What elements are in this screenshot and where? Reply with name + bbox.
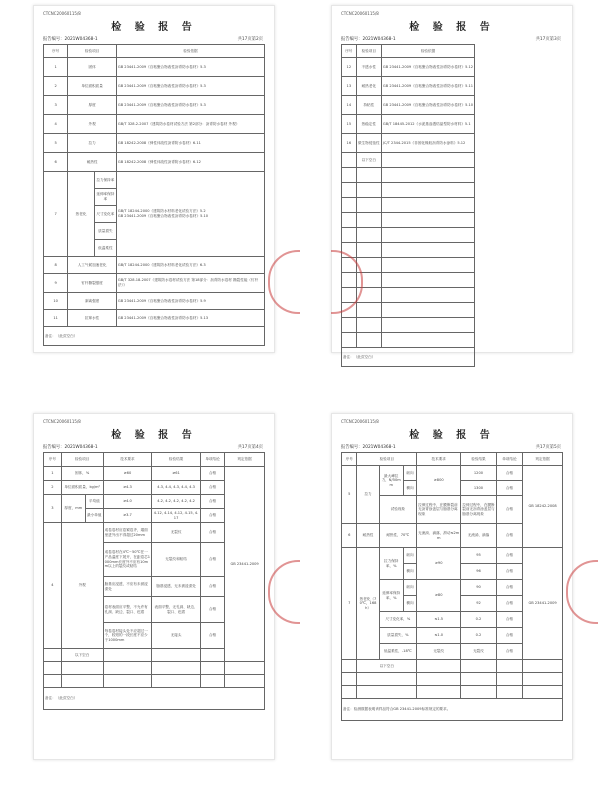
table-cell: 拉力保持率，%: [379, 548, 403, 580]
table-cell: 纵向: [403, 580, 416, 596]
table-row: [44, 77, 265, 96]
table-row: [342, 548, 563, 564]
table-cell: GB 23441-2009《自粘聚合物改性沥青防水卷材》5.9: [116, 293, 264, 310]
table-cell: GB 23441-2009《自粘聚合物改性沥青防水卷材》5.10: [381, 96, 474, 115]
table-row: [342, 96, 475, 115]
table-cell: 92: [461, 596, 496, 612]
table-row: [44, 96, 265, 115]
table-cell: ≥61: [152, 467, 201, 481]
table-row: [44, 172, 265, 189]
table-cell: GB 23441-2009《自粘聚合物改性沥青防水卷材》5.3: [116, 58, 264, 77]
table-cell: ≤1.0: [417, 628, 461, 644]
table-cell: 横向: [403, 596, 416, 612]
table-cell: GB 23441-2009《自粘聚合物改性沥青防水卷材》5.12: [381, 58, 474, 77]
table-cell: 3: [44, 495, 62, 523]
table-row: [44, 467, 265, 481]
table-cell: GB 23441-2009: [225, 467, 265, 662]
table-cell: 7: [44, 172, 68, 257]
table-header: 序号: [342, 453, 357, 466]
table-header: 单项结论: [200, 453, 224, 467]
table-cell: 合格: [496, 466, 523, 481]
table-cell: 不透水性: [356, 58, 381, 77]
table-row: [342, 134, 475, 153]
table-cell: 质量损失: [94, 223, 116, 240]
table-cell: 平均值: [85, 495, 103, 509]
table-cell: GB 23441-2009《自粘聚合物改性沥青防水卷材》5.13: [116, 310, 264, 327]
inspection-basis-table: [341, 44, 475, 367]
table-cell: 2: [44, 77, 68, 96]
table-cell: 6: [44, 153, 68, 172]
table-header: 检验结果: [152, 453, 201, 467]
table-cell: 合格: [496, 644, 523, 660]
table-cell: 耐热性，70℃: [379, 524, 417, 548]
table-row: [342, 115, 475, 134]
table-cell: GB 18242-2008: [523, 466, 563, 548]
table-cell: [116, 172, 264, 257]
table-cell: 无接头: [152, 623, 201, 649]
table-cell: 3: [44, 96, 68, 115]
table-cell: 拉力: [357, 466, 379, 524]
table-cell: 4.3, 4.4, 4.3, 4.4, 4.3: [152, 481, 201, 495]
blank-note: 以下空白: [356, 153, 381, 168]
table-cell: 合格: [496, 548, 523, 564]
table-cell: ≥60: [103, 467, 152, 481]
remarks: 备注：（此页空白）: [44, 327, 265, 346]
table-cell: 95: [461, 548, 496, 564]
table-cell: GB 18242-2008《弹性体改性沥青防水卷材》6.11: [116, 134, 264, 153]
table-header: 判定依据: [225, 453, 265, 467]
table-cell: JC/T 2344-2015《非固化橡胶沥青防水涂料》5.12: [381, 134, 474, 153]
table-cell: 合格: [200, 481, 224, 495]
remarks: 备注：（此页空白）: [44, 688, 265, 710]
table-cell: 拉力: [68, 134, 117, 153]
table-cell: 合格: [496, 580, 523, 596]
table-cell: 合格: [496, 524, 523, 548]
table-cell: 4.2, 4.2, 4.2, 4.2, 4.2: [152, 495, 201, 509]
document-code: CTCNC20060115/8: [341, 11, 379, 16]
report-number: 报告编号：2021W04368-1: [43, 37, 98, 42]
table-cell: 4: [44, 523, 62, 649]
table-cell: ≥3.7: [103, 509, 152, 523]
table-cell: ≥90: [417, 548, 461, 580]
table-cell: ≥80: [417, 580, 461, 612]
table-cell: 横向: [403, 481, 416, 496]
table-cell: 无裂纹和粘结: [152, 543, 201, 577]
page-title: 检 验 报 告: [409, 430, 495, 441]
table-cell: ≥4.3: [103, 481, 152, 495]
table-cell: 拉伸过程中，在膜断裂前无沥青涂盖层与胎基分离现象: [461, 496, 496, 524]
table-cell: GB/T 18244-2000《建筑防水材料老化试验方法》6.3: [116, 257, 264, 274]
table-cell: 尺寸变化率，%: [379, 612, 417, 628]
table-row: [44, 274, 265, 293]
table-cell: 单位面积质量: [68, 77, 117, 96]
page-number: 共17页第4页: [237, 445, 263, 450]
table-cell: GB/T 18445-2012《水泥基渗透结晶型防水材料》5.1: [381, 115, 474, 134]
table-cell: 合格: [200, 509, 224, 523]
page-number: 共17页第5页: [535, 445, 561, 450]
table-cell: 耐热性: [357, 524, 379, 548]
table-cell: 无裂纹: [417, 644, 461, 660]
table-cell: 延伸率保持率: [94, 189, 116, 206]
table-cell: GB 23441-2009: [523, 548, 563, 660]
table-header: 序号: [44, 45, 68, 58]
table-cell: 合格: [200, 523, 224, 543]
table-cell: 延伸率保持率，%: [379, 580, 403, 612]
table-cell: 无流淌、滴落: [461, 524, 496, 548]
table-header: 检验依据: [116, 45, 264, 58]
table-cell: 剥离强度: [68, 293, 117, 310]
table-cell: 8: [44, 257, 68, 274]
table-cell: 合格: [496, 481, 523, 496]
report-page-3: [33, 413, 275, 760]
remarks: 备注：检测数据表明该样品符合GB 23441-2009标准规定的要求。: [342, 699, 563, 721]
table-cell: 1200: [461, 466, 496, 481]
table-cell: 15: [342, 115, 357, 134]
table-cell: 90: [461, 580, 496, 596]
table-cell: 最小单值: [85, 509, 103, 523]
inspection-results-table: [341, 452, 563, 721]
table-cell: 低温柔性: [94, 240, 116, 257]
table-cell: GB/T 328.18-2007《建筑防水卷材试验方法 第18部分：沥青防水卷材 撕裂性能（钉杆法）》: [116, 274, 264, 293]
report-page-2: [331, 5, 573, 359]
table-cell: 横向: [403, 564, 416, 580]
table-cell: 9: [44, 274, 68, 293]
table-cell: 拉伸过程中，在膜断裂前无沥青涂盖层与胎基分离现象: [417, 496, 461, 524]
table-row: [342, 58, 475, 77]
table-cell: 热老化（70℃，168h）: [357, 548, 379, 660]
table-cell: 合格: [496, 564, 523, 580]
table-cell: 合格: [496, 496, 523, 524]
table-cell: 厚度，mm: [61, 495, 85, 523]
table-header: 检验项目: [357, 453, 417, 466]
table-cell: 固体，%: [61, 467, 103, 481]
table-cell: 无裂纹: [461, 644, 496, 660]
table-cell: 4.12, 4.14, 4.12, 4.15, 4.17: [152, 509, 201, 523]
table-row: [44, 115, 265, 134]
table-header: 检验项目: [61, 453, 103, 467]
table-header: 检验项目: [356, 45, 381, 58]
table-cell: 合格: [200, 467, 224, 481]
table-cell: 5: [44, 134, 68, 153]
table-header: 序号: [342, 45, 357, 58]
table-cell: 胎基浸透，无未被浸渍处: [152, 577, 201, 597]
document-code: CTCNC20060115/8: [43, 11, 81, 16]
table-cell: 合格: [200, 543, 224, 577]
table-cell: 微生物侵蚀性: [356, 134, 381, 153]
table-cell: 胎基应浸透，不应有未被浸渍处: [103, 577, 152, 597]
table-cell: 拉力保持率: [94, 172, 116, 189]
table-cell: 耐热老化: [356, 77, 381, 96]
table-cell: ≥4.0: [103, 495, 152, 509]
table-cell: 热老化: [68, 172, 95, 257]
table-cell: 抗窜水性: [68, 310, 117, 327]
table-cell: 外观: [61, 523, 103, 649]
table-row: [44, 310, 265, 327]
table-cell: GB/T 328.2-2007《建筑防水卷材试验方法 第2部分：沥青防水卷材 外观》: [116, 115, 264, 134]
table-cell: 7: [342, 548, 357, 660]
table-cell: 合格: [496, 596, 523, 612]
table-cell: 6: [342, 524, 357, 548]
table-row: [44, 153, 265, 172]
table-cell: 单位面积质量，kg/m²: [61, 481, 103, 495]
table-header: 检验结果: [461, 453, 496, 466]
table-header: 检验依据: [381, 45, 474, 58]
table-cell: 合格: [496, 612, 523, 628]
report-number: 报告编号：2021W04368-1: [341, 37, 396, 42]
table-cell: 低温柔性，-18℃: [379, 644, 417, 660]
table-cell: ≥800: [417, 466, 461, 496]
report-page-4: [331, 413, 573, 760]
table-cell: 12: [342, 58, 357, 77]
table-cell: 16: [342, 134, 357, 153]
page-title: 检 验 报 告: [111, 22, 197, 33]
table-cell: GB 18242-2008《弹性体改性沥青防水卷材》6.12: [116, 153, 264, 172]
table-cell: 0.2: [461, 612, 496, 628]
table-cell: 最大峰拉力，N/50mm: [379, 466, 403, 496]
table-header: 检验项目: [68, 45, 117, 58]
table-header: 技术要求: [103, 453, 152, 467]
blank-note: 以下空白: [61, 649, 103, 662]
table-cell: 试验现象: [379, 496, 417, 524]
table-header: 技术要求: [417, 453, 461, 466]
table-cell: 无裂纹: [152, 523, 201, 543]
table-cell: 纵向: [403, 548, 416, 564]
document-code: CTCNC20060115/8: [43, 419, 81, 424]
table-cell: 96: [461, 564, 496, 580]
table-row: [342, 466, 563, 481]
table-cell: 5: [342, 466, 357, 524]
page-number: 共17页第3页: [535, 37, 561, 42]
table-cell: 纵向: [403, 466, 416, 481]
table-cell: 卷材表面应平整，不允许有孔洞、缺边、裂口、疙瘩: [103, 597, 152, 623]
document-code: CTCNC20060115/8: [341, 419, 379, 424]
table-cell: 1300: [461, 481, 496, 496]
table-cell: 尺寸变化率: [94, 206, 116, 223]
page-title: 检 验 报 告: [111, 430, 197, 441]
inspection-results-table: [43, 452, 265, 710]
table-cell: 11: [44, 310, 68, 327]
inspection-basis-table: [43, 44, 265, 346]
table-cell: ≤1.5: [417, 612, 461, 628]
table-cell: 固体: [68, 58, 117, 77]
table-cell: 10: [44, 293, 68, 310]
table-row: [44, 257, 265, 274]
table-cell: 0.2: [461, 628, 496, 644]
table-cell: 人工气候加速老化: [68, 257, 117, 274]
table-cell: 热稳定性: [356, 115, 381, 134]
table-cell: 2: [44, 481, 62, 495]
table-cell: 合格: [200, 495, 224, 509]
table-header: 序号: [44, 453, 62, 467]
table-cell: 1: [44, 58, 68, 77]
table-cell: 合格: [200, 577, 224, 597]
table-cell: GB 23441-2009《自粘聚合物改性沥青防水卷材》5.3: [116, 96, 264, 115]
table-row: [44, 293, 265, 310]
table-cell: 合格: [200, 597, 224, 623]
table-cell: 每卷卷材接头处不应超过一个，较短的一段长度不应少于1000mm: [103, 623, 152, 649]
table-cell: 质量损失，%: [379, 628, 417, 644]
basis-text: GB/T 18244-2000《建筑防水材料老化试验方法》5.2: [117, 209, 206, 214]
table-cell: GB 23441-2009《自粘聚合物改性沥青防水卷材》5.3: [116, 77, 264, 96]
table-cell: 外观: [68, 115, 117, 134]
table-header: 单项结论: [496, 453, 523, 466]
table-cell: 表面平整，无孔洞、缺边、裂口、疙瘩: [152, 597, 201, 623]
table-cell: 厚度: [68, 96, 117, 115]
table-cell: 1: [44, 467, 62, 481]
blank-note: 以下空白: [357, 660, 417, 673]
report-number: 报告编号：2021W04368-1: [341, 445, 396, 450]
report-page-1: [33, 5, 275, 353]
report-number: 报告编号：2021W04368-1: [43, 445, 98, 450]
table-cell: 钉杆撕裂强度: [68, 274, 117, 293]
table-row: [342, 77, 475, 96]
table-cell: 14: [342, 96, 357, 115]
table-cell: 持粘性: [356, 96, 381, 115]
table-cell: 无流淌、滴落，滑动≤2mm: [417, 524, 461, 548]
table-cell: GB 23441-2009《自粘聚合物改性沥青防水卷材》5.11: [381, 77, 474, 96]
table-cell: 合格: [200, 623, 224, 649]
basis-text: GB 23441-2009《自粘聚合物改性沥青防水卷材》5.10: [117, 214, 209, 218]
table-row: [44, 58, 265, 77]
table-cell: 13: [342, 77, 357, 96]
page-title: 检 验 报 告: [409, 22, 495, 33]
table-cell: 成卷卷材在4℃~50℃任一产品温度下展开，在距卷芯1000mm长度外不应有10mm以上的裂纹或粘结: [103, 543, 152, 577]
table-header: 判定依据: [523, 453, 563, 466]
remarks: 备注：（此页空白）: [342, 348, 475, 367]
table-cell: 成卷卷材应卷紧卷齐，端面里进外出不得超过20mm: [103, 523, 152, 543]
table-cell: 耐热性: [68, 153, 117, 172]
table-cell: 合格: [496, 628, 523, 644]
page-number: 共17页第2页: [237, 37, 263, 42]
table-row: [44, 134, 265, 153]
table-cell: 4: [44, 115, 68, 134]
